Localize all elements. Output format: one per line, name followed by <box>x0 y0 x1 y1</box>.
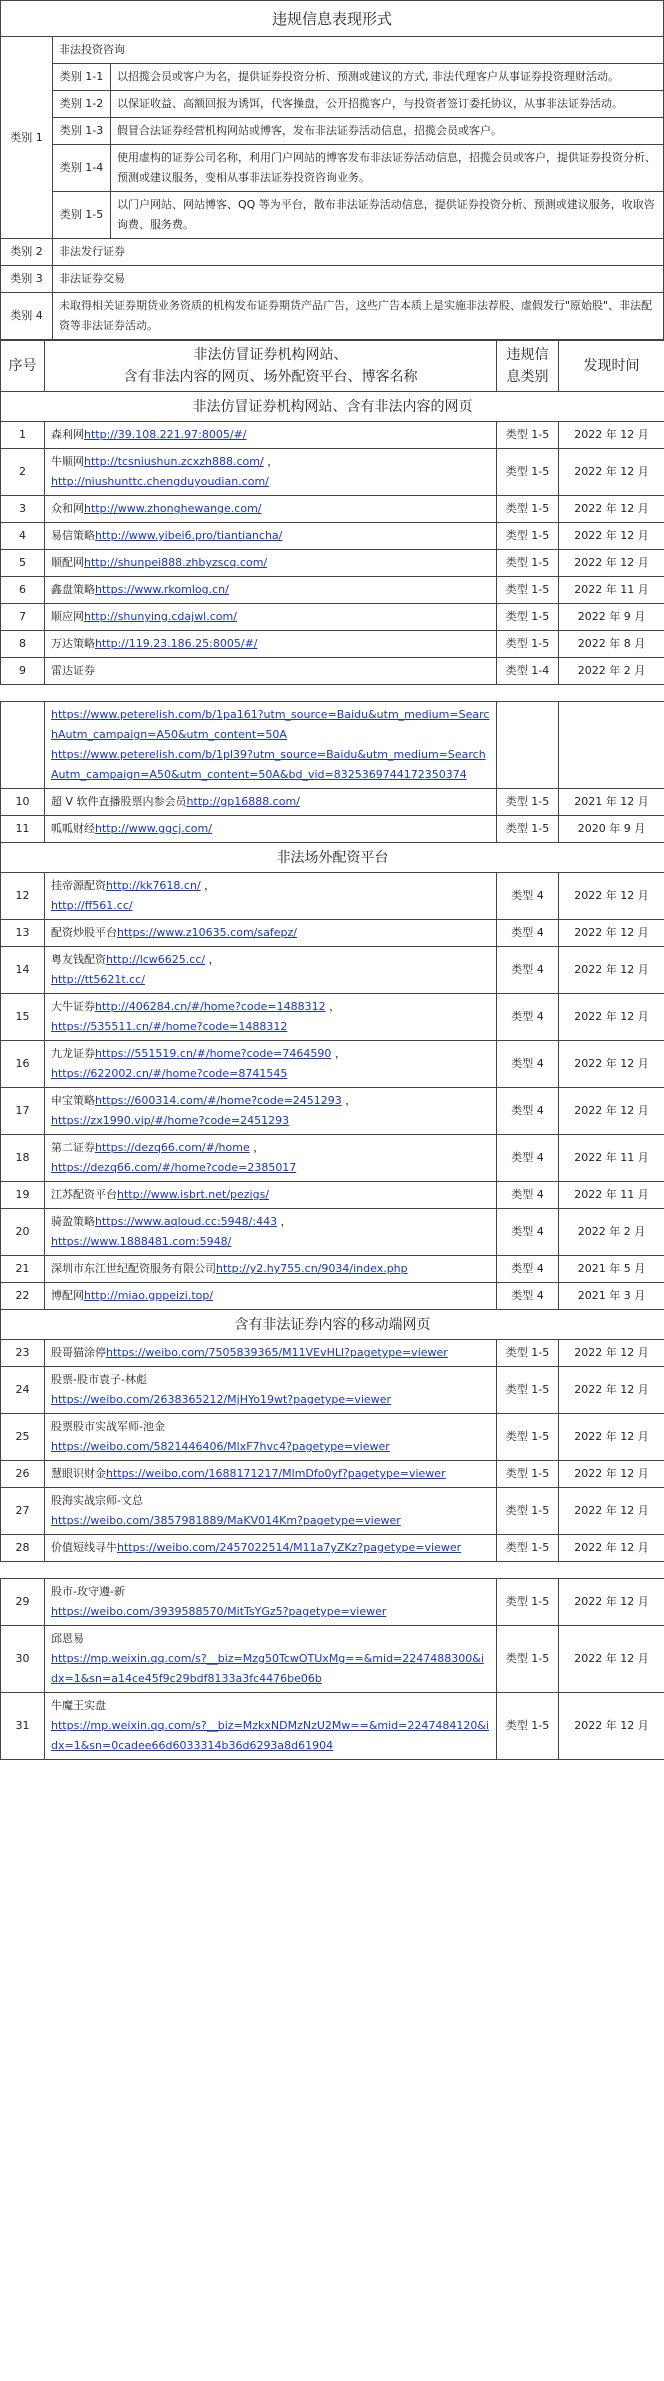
table-row <box>1 789 664 816</box>
row-category: 类型 1-5 <box>497 604 559 631</box>
row-number: 13 <box>1 920 45 947</box>
site-link[interactable]: https://weibo.com/3939588570/MitTsYGz5?pagetype=viewer <box>51 1605 387 1618</box>
site-link[interactable]: http://lcw6625.cc/ <box>106 953 206 966</box>
site-link[interactable]: https://mp.weixin.qq.com/s?__biz=Mzg50TcwOTUxMg==&mid=2247488300&idx=1&sn=a14ce45f9c29bdf8133a3fc4476be06b <box>51 1652 484 1685</box>
row-time: 2022 年 12 月 <box>559 422 664 449</box>
site-link[interactable]: http://y2.hy755.cn/9034/index.php <box>216 1262 408 1275</box>
row-time: 2021 年 3 月 <box>559 1283 664 1310</box>
listing-table-3 <box>0 1578 664 1760</box>
site-link[interactable]: https://622002.cn/#/home?code=8741545 <box>51 1067 288 1080</box>
site-name: 第二证券 <box>51 1141 95 1154</box>
table-row <box>1 1367 664 1414</box>
site-name: 大牛证券 <box>51 1000 95 1013</box>
table-row <box>1 1693 664 1760</box>
table-row <box>1 1340 664 1367</box>
row-time: 2022 年 12 月 <box>559 1088 664 1135</box>
row-category: 类型 4 <box>497 1041 559 1088</box>
row-category: 类型 1-5 <box>497 631 559 658</box>
row-category: 类型 4 <box>497 1256 559 1283</box>
row-number: 26 <box>1 1461 45 1488</box>
site-link[interactable]: http://119.23.186.25:8005/#/ <box>95 637 258 650</box>
site-link[interactable]: https://mp.weixin.qq.com/s?__biz=MzkxNDMzNzU2Mw==&mid=2247484120&idx=1&sn=0cadee66d6033314b36d6293a8d61904 <box>51 1719 489 1752</box>
row-name-cell <box>45 1461 497 1488</box>
table-row <box>1 1461 664 1488</box>
table-row <box>1 631 664 658</box>
row-category: 类型 4 <box>497 873 559 920</box>
row-time: 2021 年 5 月 <box>559 1256 664 1283</box>
row-time: 2022 年 12 月 <box>559 1693 664 1760</box>
site-link[interactable]: https://www.z10635.com/safepz/ <box>117 926 297 939</box>
site-link[interactable]: http://shunpei888.zhbyzscq.com/ <box>84 556 268 569</box>
row-name-cell: 牛顺网http://tcsniushun.zcxzh888.com/ ， http://niushunttc.chengduyoudian.com/ <box>45 449 497 496</box>
site-link[interactable]: https://zx1990.vip/#/home?code=2451293 <box>51 1114 290 1127</box>
row-name-cell <box>45 631 497 658</box>
row-number: 19 <box>1 1182 45 1209</box>
site-link[interactable]: https://weibo.com/7505839365/M11VEvHLl?pagetype=viewer <box>106 1346 448 1359</box>
category-table <box>0 0 664 340</box>
row-number: 8 <box>1 631 45 658</box>
site-link[interactable]: https://weibo.com/5821446406/MlxF7hvc4?pagetype=viewer <box>51 1440 390 1453</box>
page-gap <box>0 1562 664 1578</box>
site-name: 慧眼识财金 <box>51 1467 106 1480</box>
continued-links <box>45 702 497 789</box>
table-row <box>1 873 664 920</box>
row-name-cell: 第二证券https://dezq66.com/#/home ， https://dezq66.com/#/home?code=2385017 <box>45 1135 497 1182</box>
row-category: 类型 1-5 <box>497 496 559 523</box>
site-name: 配资炒股平台 <box>51 926 117 939</box>
row-category: 类型 1-5 <box>497 550 559 577</box>
row-time: 2020 年 9 月 <box>559 816 664 843</box>
row-category: 类型 4 <box>497 1182 559 1209</box>
row-category: 类型 1-5 <box>497 422 559 449</box>
row-time: 2022 年 12 月 <box>559 1340 664 1367</box>
row-name-cell: 粤友钱配资http://lcw6625.cc/ ， http://tt5621t.cc/ <box>45 947 497 994</box>
site-name: 股市-玫守遵-新 <box>51 1585 125 1598</box>
table-header <box>1 341 664 392</box>
row-category: 类型 4 <box>497 1209 559 1256</box>
category-4-text: 未取得相关证券期货业务资质的机构发布证券期货产品广告，这些广告本质上是实施非法荐股、虚假发行"原始股"、非法配资等非法证券活动。 <box>53 293 664 340</box>
site-name: 万达策略 <box>51 637 95 650</box>
row-name-cell <box>45 1693 497 1760</box>
row-name-cell <box>45 1182 497 1209</box>
table-row <box>1 1488 664 1535</box>
site-link[interactable]: https://www.1888481.com:5948/ <box>51 1235 232 1248</box>
row-time: 2022 年 12 月 <box>559 1488 664 1535</box>
site-link[interactable]: https://www.rkomlog.cn/ <box>95 583 229 596</box>
site-link[interactable]: https://weibo.com/2638365212/MjHYo19wt?pagetype=viewer <box>51 1393 391 1406</box>
site-name: 申宝策略 <box>51 1094 95 1107</box>
row-category: 类型 4 <box>497 1088 559 1135</box>
table-row <box>1 1283 664 1310</box>
table-row <box>1 947 664 994</box>
table-row <box>1 422 664 449</box>
site-name: 森利网 <box>51 428 84 441</box>
row-time: 2022 年 12 月 <box>559 1535 664 1562</box>
category-1-label: 类别 1 <box>1 37 53 239</box>
site-link[interactable]: http://tcsniushun.zcxzh888.com/ <box>84 455 264 468</box>
site-name: 顺配网 <box>51 556 84 569</box>
row-time: 2021 年 12 月 <box>559 789 664 816</box>
sub-code: 类别 1-2 <box>53 91 111 118</box>
sub-text: 以门户网站、网站博客、QQ 等为平台，散布非法证券活动信息，提供证券投资分析、预测或建议服务，收取咨询费、服务费。 <box>111 192 664 239</box>
table-row <box>1 449 664 496</box>
sub-text: 以保证收益、高额回报为诱饵，代客操盘，公开招揽客户，与投资者签订委托协议，从事非法证券活动。 <box>111 91 664 118</box>
site-link[interactable]: http://39.108.221.97:8005/#/ <box>84 428 247 441</box>
row-category: 类型 1-5 <box>497 1414 559 1461</box>
row-category: 类型 1-5 <box>497 449 559 496</box>
site-link[interactable]: http://www.ggcj.com/ <box>95 822 212 835</box>
site-link[interactable]: http://www.zhonghewange.com/ <box>84 502 262 515</box>
row-name-cell <box>45 920 497 947</box>
row-category: 类型 1-5 <box>497 1693 559 1760</box>
site-name: 江苏配资平台 <box>51 1188 117 1201</box>
row-number: 4 <box>1 523 45 550</box>
site-link[interactable]: https://weibo.com/3857981889/MaKV014Km?pagetype=viewer <box>51 1514 401 1527</box>
row-time: 2022 年 11 月 <box>559 577 664 604</box>
row-category: 类型 1-5 <box>497 1626 559 1693</box>
row-number: 5 <box>1 550 45 577</box>
site-link[interactable]: http://shunying.cdajwl.com/ <box>84 610 237 623</box>
row-name-cell <box>45 816 497 843</box>
page-title: 违规信息表现形式 <box>1 1 664 37</box>
table-row <box>1 1626 664 1693</box>
sub-code: 类别 1-3 <box>53 118 111 145</box>
header-category: 违规信息类别 <box>497 341 559 392</box>
site-name: 股票-股市袁子-林彪 <box>51 1373 147 1386</box>
row-number: 3 <box>1 496 45 523</box>
site-link[interactable]: http://www.isbrt.net/pezigs/ <box>117 1188 270 1201</box>
site-name: 呱呱财经 <box>51 822 95 835</box>
row-category: 类型 4 <box>497 920 559 947</box>
row-time: 2022 年 12 月 <box>559 550 664 577</box>
site-link[interactable]: http://ff561.cc/ <box>51 899 133 912</box>
site-name: 雷达证券 <box>51 664 95 677</box>
row-number: 14 <box>1 947 45 994</box>
row-name-cell <box>45 422 497 449</box>
row-category: 类型 4 <box>497 947 559 994</box>
row-number: 24 <box>1 1367 45 1414</box>
site-link[interactable]: http://www.yibei6.pro/tiantiancha/ <box>95 529 283 542</box>
row-time: 2022 年 12 月 <box>559 1579 664 1626</box>
row-time: 2022 年 2 月 <box>559 1209 664 1256</box>
row-name-cell: 申宝策略https://600314.com/#/home?code=2451293 ， https://zx1990.vip/#/home?code=2451293 <box>45 1088 497 1135</box>
row-name-cell <box>45 1626 497 1693</box>
sub-text: 假冒合法证券经营机构网站或博客，发布非法证券活动信息，招揽会员或客户。 <box>111 118 664 145</box>
site-name: 深圳市东江世纪配资服务有限公司 <box>51 1262 216 1275</box>
row-number: 16 <box>1 1041 45 1088</box>
sub-code: 类别 1-5 <box>53 192 111 239</box>
table-row <box>1 1579 664 1626</box>
table-row <box>1 1182 664 1209</box>
site-name: 牛顺网 <box>51 455 84 468</box>
row-number: 11 <box>1 816 45 843</box>
site-name: 博配网 <box>51 1289 84 1302</box>
row-category: 类型 1-4 <box>497 658 559 685</box>
site-name: 众和网 <box>51 502 84 515</box>
category-2-label: 类别 2 <box>1 239 53 266</box>
row-name-cell: 九龙证券https://551519.cn/#/home?code=7464590 ， https://622002.cn/#/home?code=8741545 <box>45 1041 497 1088</box>
continued-link[interactable]: https://www.peterelish.com/b/1pa161?utm_source=Baidu&utm_medium=SearchAutm_campaign=A50&utm_content=50A <box>51 708 490 741</box>
row-name-cell <box>45 789 497 816</box>
row-name-cell <box>45 550 497 577</box>
row-category: 类型 1-5 <box>497 1488 559 1535</box>
row-category: 类型 1-5 <box>497 816 559 843</box>
site-name: 股海实战宗师-文总 <box>51 1494 143 1507</box>
row-time: 2022 年 12 月 <box>559 1041 664 1088</box>
table-row <box>1 523 664 550</box>
row-name-cell <box>45 604 497 631</box>
site-link[interactable]: http://miao.gppeizi.top/ <box>84 1289 214 1302</box>
row-category: 类型 4 <box>497 1135 559 1182</box>
row-time: 2022 年 2 月 <box>559 658 664 685</box>
site-name: 骑盈策略 <box>51 1215 95 1228</box>
row-name-cell <box>45 1488 497 1535</box>
table-row <box>1 1135 664 1182</box>
row-time: 2022 年 12 月 <box>559 449 664 496</box>
site-link[interactable]: http://kk7618.cn/ <box>106 879 201 892</box>
row-number: 6 <box>1 577 45 604</box>
site-link[interactable]: http://tt5621t.cc/ <box>51 973 145 986</box>
category-4-label: 类别 4 <box>1 293 53 340</box>
row-name-cell <box>45 1367 497 1414</box>
row-number: 22 <box>1 1283 45 1310</box>
row-time: 2022 年 11 月 <box>559 1135 664 1182</box>
row-number: 15 <box>1 994 45 1041</box>
site-name: 鑫盘策略 <box>51 583 95 596</box>
table-row <box>1 550 664 577</box>
row-category: 类型 4 <box>497 1283 559 1310</box>
row-number: 18 <box>1 1135 45 1182</box>
table-row <box>1 1209 664 1256</box>
row-time: 2022 年 12 月 <box>559 873 664 920</box>
listing-table-2 <box>0 701 664 1562</box>
row-time: 2022 年 12 月 <box>559 947 664 994</box>
row-time: 2022 年 12 月 <box>559 1461 664 1488</box>
row-number: 2 <box>1 449 45 496</box>
table-row <box>1 702 664 789</box>
section-heading: 非法场外配资平台 <box>1 843 664 873</box>
row-name-cell <box>45 658 497 685</box>
row-name-cell <box>45 1414 497 1461</box>
row-number: 29 <box>1 1579 45 1626</box>
section-c <box>1 843 664 1310</box>
row-time: 2022 年 12 月 <box>559 1367 664 1414</box>
row-number: 27 <box>1 1488 45 1535</box>
table-row <box>1 658 664 685</box>
row-time: 2022 年 12 月 <box>559 496 664 523</box>
row-name-cell <box>45 1256 497 1283</box>
row-category: 类型 1-5 <box>497 1579 559 1626</box>
row-name-cell <box>45 577 497 604</box>
row-number: 21 <box>1 1256 45 1283</box>
row-number: 31 <box>1 1693 45 1760</box>
site-name: 邱恩易 <box>51 1632 84 1645</box>
table-row <box>1 1088 664 1135</box>
row-number: 20 <box>1 1209 45 1256</box>
row-name-cell: 骑盈策略https://www.aqloud.cc:5948/:443 ， https://www.1888481.com:5948/ <box>45 1209 497 1256</box>
site-name: 超 V 软件直播股票内参会员 <box>51 795 187 808</box>
table-row <box>1 920 664 947</box>
site-name: 粤友钱配资 <box>51 953 106 966</box>
row-time: 2022 年 12 月 <box>559 1414 664 1461</box>
row-name-cell <box>45 1283 497 1310</box>
row-number: 23 <box>1 1340 45 1367</box>
row-name-cell <box>45 496 497 523</box>
category-2-text: 非法发行证券 <box>53 239 664 266</box>
row-number: 1 <box>1 422 45 449</box>
row-category: 类型 1-5 <box>497 1340 559 1367</box>
section-b <box>1 789 664 843</box>
row-category: 类型 1-5 <box>497 577 559 604</box>
row-number: 30 <box>1 1626 45 1693</box>
row-name-cell <box>45 523 497 550</box>
row-number: 17 <box>1 1088 45 1135</box>
row-number: 10 <box>1 789 45 816</box>
section-heading: 含有非法证券内容的移动端网页 <box>1 1310 664 1340</box>
row-time: 2022 年 12 月 <box>559 523 664 550</box>
row-category: 类型 1-5 <box>497 523 559 550</box>
site-link[interactable]: https://www.aqloud.cc:5948/:443 <box>95 1215 278 1228</box>
section-heading: 非法仿冒证券机构网站、含有非法内容的网页 <box>1 392 664 422</box>
row-category: 类型 1-5 <box>497 1535 559 1562</box>
category-3-text: 非法证券交易 <box>53 266 664 293</box>
row-name-cell: 大牛证券http://406284.cn/#/home?code=1488312 ， https://535511.cn/#/home?code=1488312 <box>45 994 497 1041</box>
site-name: 价值短线寻牛 <box>51 1541 117 1554</box>
table-row <box>1 1041 664 1088</box>
site-link[interactable]: https://weibo.com/2457022514/M11a7yZKz?pagetype=viewer <box>117 1541 462 1554</box>
table-row <box>1 1414 664 1461</box>
row-number: 28 <box>1 1535 45 1562</box>
table-row <box>1 1535 664 1562</box>
site-name: 易信策略 <box>51 529 95 542</box>
site-link[interactable]: https://weibo.com/1688171217/MlmDfo0yf?pagetype=viewer <box>106 1467 446 1480</box>
site-name: 顺应网 <box>51 610 84 623</box>
row-number: 12 <box>1 873 45 920</box>
table-row <box>1 816 664 843</box>
site-name: 股票股市实战军师-池金 <box>51 1420 165 1433</box>
row-number: 7 <box>1 604 45 631</box>
sub-code: 类别 1-1 <box>53 64 111 91</box>
row-name-cell <box>45 1340 497 1367</box>
site-link[interactable]: https://dezq66.com/#/home?code=2385017 <box>51 1161 297 1174</box>
table-row <box>1 577 664 604</box>
site-link[interactable]: http://gp16888.com/ <box>186 795 300 808</box>
header-name: 非法仿冒证券机构网站、 含有非法内容的网页、场外配资平台、博客名称 <box>45 341 497 392</box>
row-number: 9 <box>1 658 45 685</box>
sub-text: 以招揽会员或客户为名，提供证券投资分析、预测或建议的方式, 非法代理客户从事证券投资理财活动。 <box>111 64 664 91</box>
section-e <box>1 1579 664 1760</box>
category-1-head: 非法投资咨询 <box>53 37 664 64</box>
table-row <box>1 604 664 631</box>
row-time: 2022 年 11 月 <box>559 1182 664 1209</box>
sub-code: 类别 1-4 <box>53 145 111 192</box>
row-time: 2022 年 12 月 <box>559 1626 664 1693</box>
row-name-cell: 挂帝源配资http://kk7618.cn/ ， http://ff561.cc/ <box>45 873 497 920</box>
row-category: 类型 1-5 <box>497 1461 559 1488</box>
row-category: 类型 4 <box>497 994 559 1041</box>
site-name: 九龙证券 <box>51 1047 95 1060</box>
listing-table <box>0 340 664 685</box>
row-time: 2022 年 9 月 <box>559 604 664 631</box>
row-category: 类型 1-5 <box>497 1367 559 1414</box>
page-gap <box>0 685 664 701</box>
category-3-label: 类别 3 <box>1 266 53 293</box>
site-name: 牛魔王实盘 <box>51 1699 106 1712</box>
site-link[interactable]: https://dezq66.com/#/home <box>95 1141 250 1154</box>
continued-link[interactable]: https://www.peterelish.com/b/1pl39?utm_source=Baidu&utm_medium=SearchAutm_campaign=A50&utm_content=50A&bd_vid=8325369744172350374 <box>51 748 486 781</box>
site-name: 股哥猫涂停 <box>51 1346 106 1359</box>
header-no: 序号 <box>1 341 45 392</box>
site-link[interactable]: http://406284.cn/#/home?code=1488312 <box>95 1000 326 1013</box>
site-link[interactable]: https://600314.com/#/home?code=2451293 <box>95 1094 342 1107</box>
row-number: 25 <box>1 1414 45 1461</box>
sub-text: 使用虚构的证券公司名称，利用门户网站的博客发布非法证券活动信息，招揽会员或客户，提供证券投资分析、预测或建议服务，变相从事非法证券投资咨询业务。 <box>111 145 664 192</box>
row-time: 2022 年 12 月 <box>559 994 664 1041</box>
site-link[interactable]: http://niushunttc.chengduyoudian.com/ <box>51 475 269 488</box>
site-link[interactable]: https://551519.cn/#/home?code=7464590 <box>95 1047 332 1060</box>
row-name-cell <box>45 1579 497 1626</box>
section-d <box>1 1310 664 1562</box>
section-a <box>1 392 664 685</box>
table-row <box>1 496 664 523</box>
table-row <box>1 994 664 1041</box>
header-time: 发现时间 <box>559 341 664 392</box>
row-time: 2022 年 8 月 <box>559 631 664 658</box>
site-link[interactable]: https://535511.cn/#/home?code=1488312 <box>51 1020 288 1033</box>
table-row <box>1 1256 664 1283</box>
site-name: 挂帝源配资 <box>51 879 106 892</box>
row-category: 类型 1-5 <box>497 789 559 816</box>
row-time: 2022 年 12 月 <box>559 920 664 947</box>
row-name-cell <box>45 1535 497 1562</box>
